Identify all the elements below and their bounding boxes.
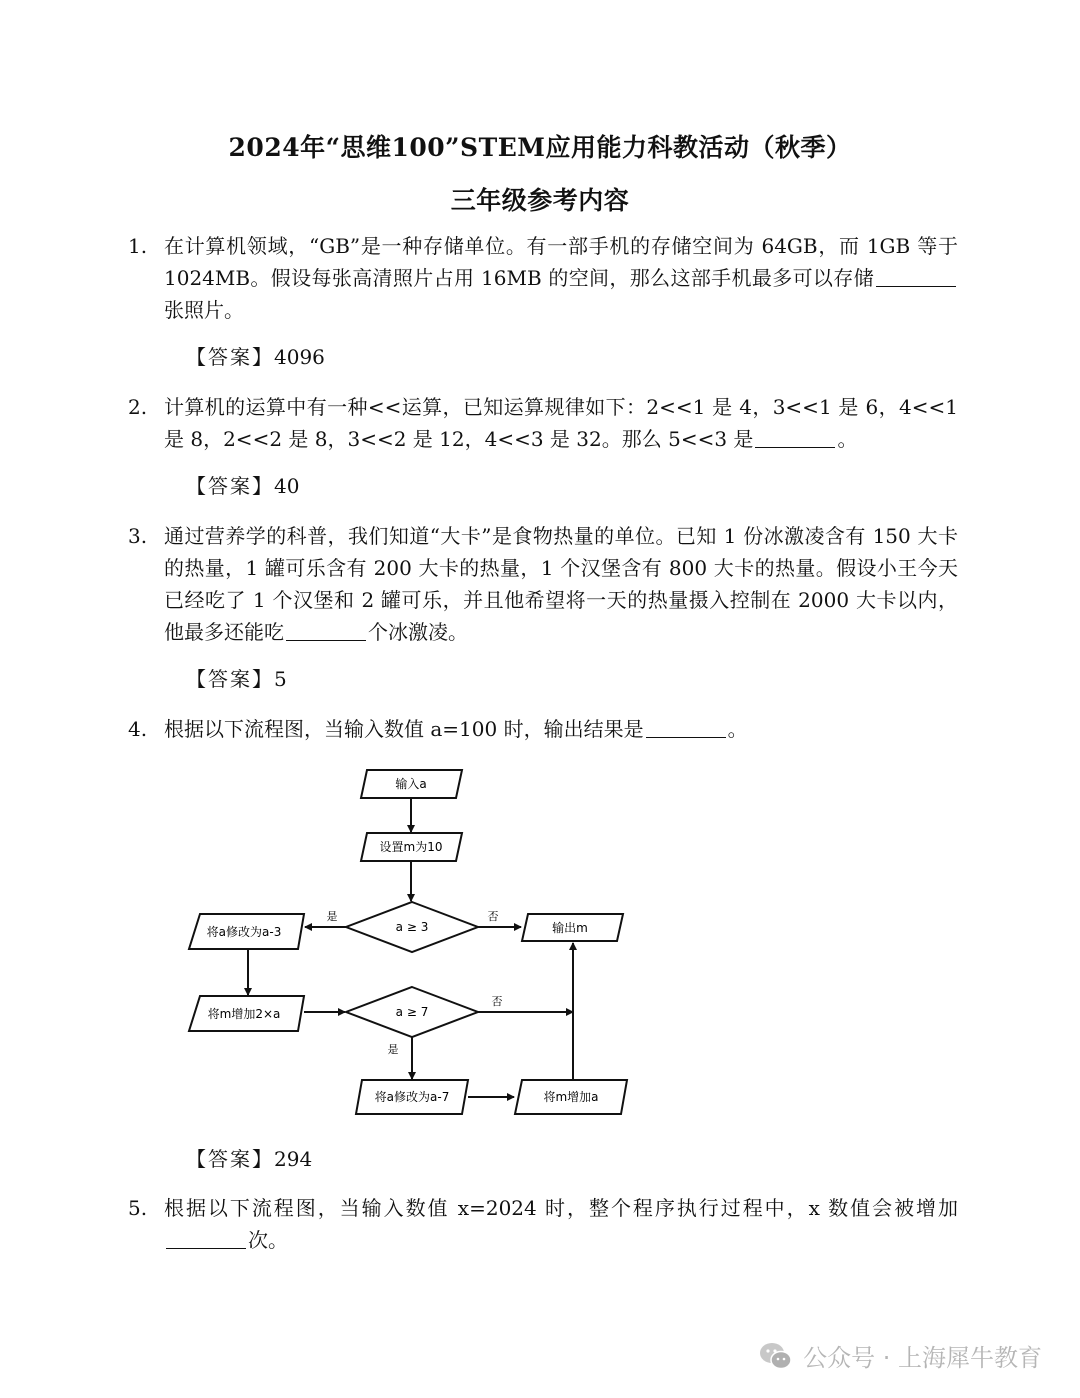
answer-label: 【答案】 — [186, 667, 274, 691]
answer-label: 【答案】 — [186, 345, 274, 369]
question-number: 3. — [128, 524, 148, 548]
question-text-end: 次。 — [248, 1228, 288, 1252]
flow-mod-a3-label: 将a修改为a-3 — [206, 925, 282, 939]
question-2 — [128, 391, 958, 455]
question-text: 根据以下流程图，当输入数值 a=100 时，输出结果是 — [164, 717, 644, 741]
question-text-end: 。 — [837, 427, 858, 451]
question-5 — [128, 1192, 958, 1256]
question-4 — [128, 713, 958, 745]
answer-label: 【答案】 — [186, 1147, 274, 1171]
answer-value: 294 — [274, 1147, 313, 1171]
answer-blank — [286, 638, 366, 641]
page-subtitle: 三年级参考内容 — [450, 186, 630, 215]
answer-2 — [186, 470, 299, 502]
flow-output-label: 输出m — [552, 921, 588, 935]
flow-set-m-label: 设置m为10 — [379, 840, 443, 854]
flow-inc-m2a-label: 将m增加2×a — [207, 1007, 281, 1021]
flow-inc-ma-label: 将m增加a — [543, 1090, 599, 1104]
flowchart-diagram — [180, 760, 640, 1125]
answer-blank — [755, 445, 835, 448]
question-text: 根据以下流程图，当输入数值 x=2024 时，整个程序执行过程中，x 数值会被增加 — [164, 1196, 958, 1220]
answer-3 — [186, 663, 287, 695]
question-text: 通过营养学的科普，我们知道“大卡”是食物热量的单位。已知 1 份冰激凌含有 150 大卡的热量，1 罐可乐含有 200 大卡的热量，1 个汉堡含有 800 大卡的热量。假设小王今天已经吃了 1 个汉堡和 2 罐可乐，并且他希望将一天的热量摄入控制在 2000 大卡以内，他最多还能吃 — [164, 524, 958, 644]
question-1 — [128, 230, 958, 326]
question-number: 4. — [128, 717, 148, 741]
question-text: 在计算机领域，“GB”是一种存储单位。有一部手机的存储空间为 64GB，而 1GB 等于 1024MB。假设每张高清照片占用 16MB 的空间，那么这部手机最多可以存储 — [164, 234, 958, 290]
watermark-text: 公众号 · 上海犀牛教育 — [803, 1344, 1042, 1372]
flow-yes2-label: 是 — [387, 1043, 399, 1056]
flow-mod-a7-label: 将a修改为a-7 — [374, 1090, 450, 1104]
question-text-end: 张照片。 — [164, 298, 244, 322]
question-text-end: 个冰激凌。 — [368, 620, 468, 644]
flow-no2-label: 否 — [491, 995, 503, 1008]
answer-value: 40 — [274, 474, 300, 498]
question-text-end: 。 — [727, 717, 748, 741]
question-number: 5. — [128, 1196, 148, 1220]
question-3 — [128, 520, 958, 648]
answer-1 — [186, 341, 325, 373]
answer-value: 5 — [274, 667, 287, 691]
page-title: 2024年“思维100”STEM应用能力科教活动（秋季） — [228, 133, 852, 162]
answer-blank — [646, 735, 726, 738]
flow-cond1-label: a ≥ 3 — [395, 920, 429, 934]
flow-cond2-label: a ≥ 7 — [395, 1005, 429, 1019]
wechat-icon — [759, 1341, 793, 1371]
question-text: 计算机的运算中有一种<<运算，已知运算规律如下：2<<1 是 4，3<<1 是 6，4<<1 是 8，2<<2 是 8，3<<2 是 12，4<<3 是 32。那么 5<<3 是 — [164, 395, 958, 451]
flow-yes1-label: 是 — [326, 910, 338, 923]
question-number: 1. — [128, 234, 148, 258]
answer-value: 4096 — [274, 345, 325, 369]
question-number: 2. — [128, 395, 148, 419]
flow-no1-label: 否 — [487, 910, 499, 923]
flow-input-label: 输入a — [395, 777, 427, 791]
answer-blank — [876, 284, 956, 287]
watermark — [759, 1338, 1042, 1373]
answer-blank — [166, 1246, 246, 1249]
answer-label: 【答案】 — [186, 474, 274, 498]
answer-4 — [186, 1143, 312, 1175]
